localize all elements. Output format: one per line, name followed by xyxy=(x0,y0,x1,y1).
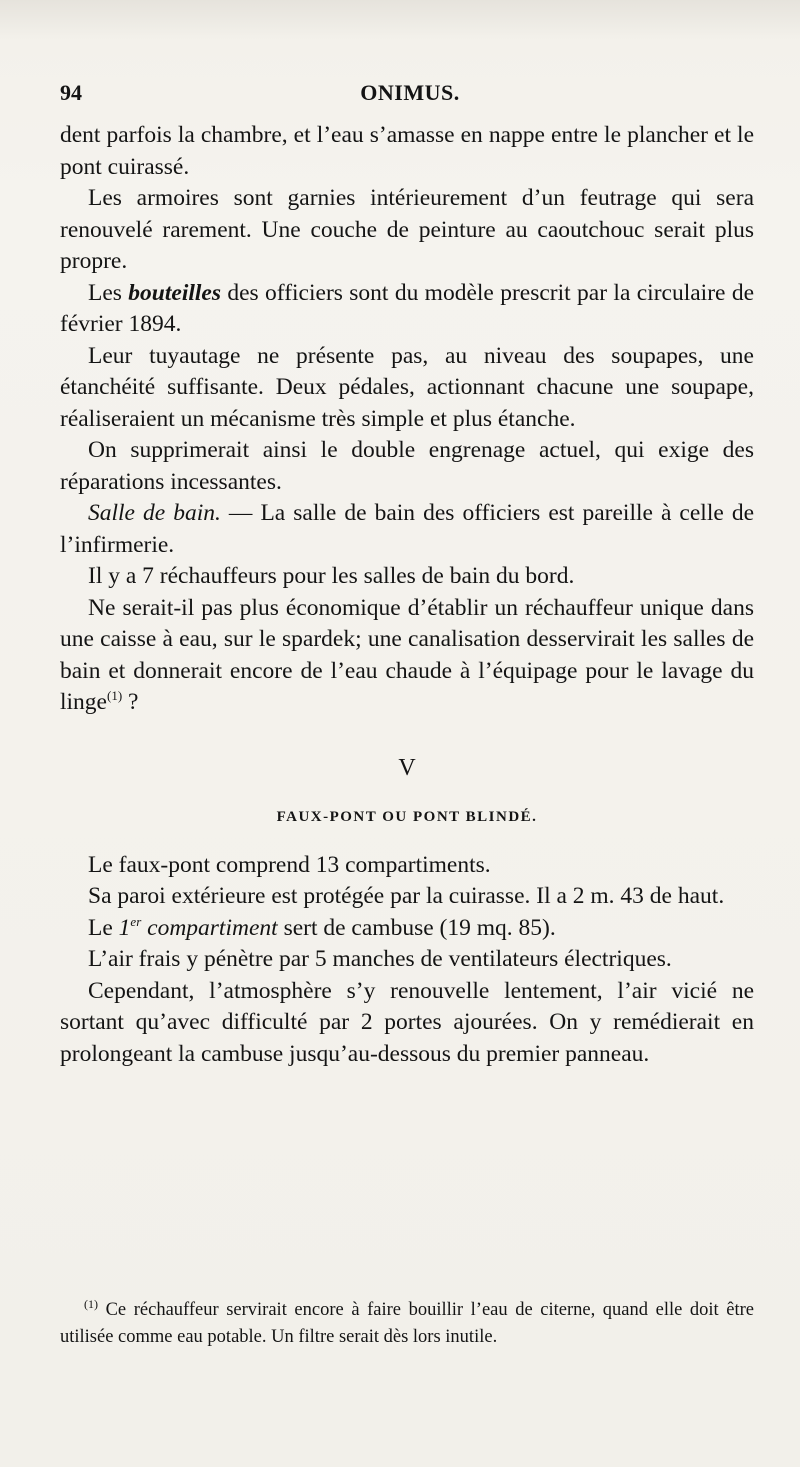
paragraph-premier-compartiment xyxy=(60,913,754,945)
footnote-mark: (1) xyxy=(84,1296,98,1311)
text-lead: Le xyxy=(88,914,119,941)
emphasis-superscript: er xyxy=(130,913,142,929)
paragraph-bouteilles xyxy=(60,278,754,341)
paragraph-paroi: Sa paroi extérieure est protégée par la cuirasse. Il a 2 m. 43 de haut. xyxy=(88,883,725,909)
paragraph-economique xyxy=(60,593,754,719)
emphasis-compartiment: compartiment xyxy=(141,914,278,941)
footnote-body: Ce réchauffeur servirait encore à faire bouillir l’eau de citerne, quand elle doit être utilisée comme eau potable. Un filtre serait dès lors inutile. xyxy=(60,1300,754,1347)
running-title: ONIMUS. xyxy=(360,80,460,105)
page-number: 94 xyxy=(60,80,82,105)
text-lead: Les xyxy=(88,279,129,306)
text-rest: — La salle de bain des officiers est pareille à celle de l’infirmerie. xyxy=(60,500,754,558)
paragraph-continuation: dent parfois la chambre, et l’eau s’amasse en nappe entre le plancher et le pont cuirassé. xyxy=(60,122,754,180)
footnote-reference: (1) xyxy=(107,688,123,704)
text-main: Ne serait-il pas plus économique d’établir un réchauffeur unique dans une caisse à eau, sur le spardek; une canalisation desservirait les salles de bain et donnerait encore de l’eau chaude à l’équipage pour le lavage du linge xyxy=(60,594,754,715)
paragraph-armoires: Les armoires sont garnies intérieurement d’un feutrage qui sera renouvelé rarement. Une couche de peinture au caoutchouc serait plus propre. xyxy=(60,185,754,274)
text-rest: des officiers sont du modèle prescrit par la circulaire de février 1894. xyxy=(60,279,754,337)
running-head xyxy=(60,80,760,108)
emphasis-number: 1 xyxy=(118,914,131,941)
paragraph-salle-de-bain xyxy=(60,498,754,561)
emphasis-bouteilles: bouteilles xyxy=(128,279,221,306)
paragraph-compartiments: Le faux-pont comprend 13 compartiments. xyxy=(88,851,491,878)
paragraph-tuyautage: Leur tuyautage ne présente pas, au niveau des soupapes, une étanchéité suffisante. Deux pédales, actionnant chacune une soupape, réaliseraient un mécanisme très simple et plus étanche. xyxy=(60,342,754,432)
section-number: V xyxy=(398,754,416,781)
footnote-text xyxy=(60,1297,754,1351)
paragraph-atmosphere: Cependant, l’atmosphère s’y renouvelle lentement, l’air vicié ne sortant qu’avec difficulté par 2 portes ajourées. On y remédierait en prolongeant la cambuse jusqu’au-dessous du premier panneau. xyxy=(60,977,754,1067)
body-text xyxy=(60,120,754,1070)
heading-salle-de-bain: Salle de bain. xyxy=(88,500,221,526)
paragraph-air-frais: L’air frais y pénètre par 5 manches de ventilateurs électriques. xyxy=(88,946,672,972)
paragraph-rechauffeurs: Il y a 7 réchauffeurs pour les salles de bain du bord. xyxy=(88,563,575,589)
footnote xyxy=(60,1297,754,1351)
section-title: FAUX-PONT OU PONT BLINDÉ. xyxy=(276,809,538,825)
text-end: ? xyxy=(122,689,139,715)
text-rest: sert de cambuse (19 mq. 85). xyxy=(277,914,556,941)
paragraph-engrenage: On supprimerait ainsi le double engrenage actuel, qui exige des réparations incessantes. xyxy=(60,437,754,495)
